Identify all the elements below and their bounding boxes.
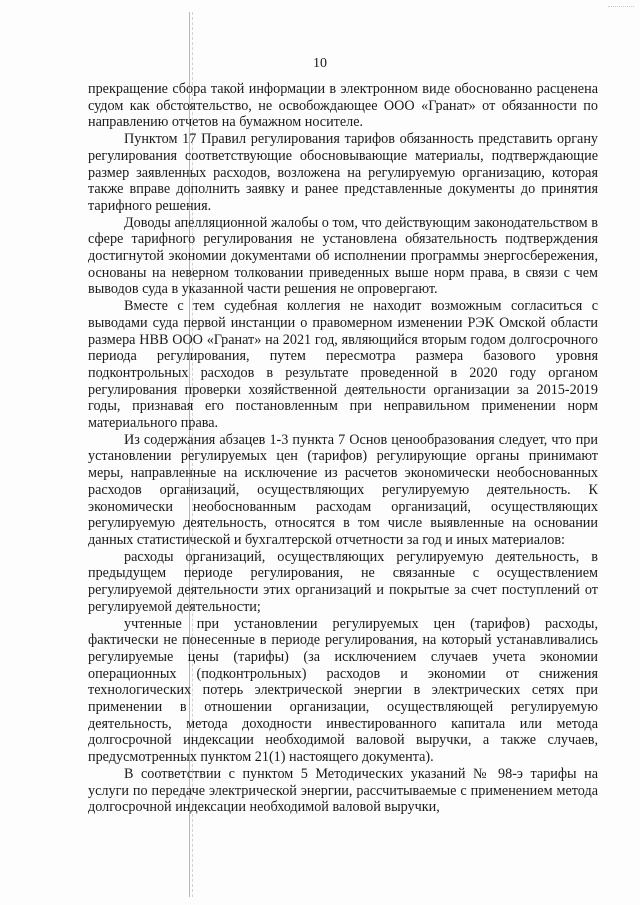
page-number: 10 xyxy=(313,56,327,71)
paragraph-2: Пунктом 17 Правил регулирования тарифов обязанность представить органу регулирования соответствующие обосновывающие материалы, подтверждающие размер заявленных расходов, возложена на регулируемую организацию, которая также вправе дополнить заявку и ранее представленные документы до принятия тарифного решения. xyxy=(88,131,598,214)
scan-corner-mark xyxy=(608,6,634,19)
paragraph-8: В соответствии с пунктом 5 Методических указаний № 98-э тарифы на услуги по передаче электрической энергии, рассчитываемые с применением метода долгосрочной индексации необходимой валовой выручки, xyxy=(88,765,598,816)
paragraph-3: Доводы апелляционной жалобы о том, что действующим законодательством в сфере тарифного регулирования не установлена обязательность подтверждения достигнутой экономии документами об исполнении программы энергосбережения, основаны на неверном толковании приведенных выше норм права, в связи с чем выводов суда в указанной части решения не опровергают. xyxy=(88,214,598,298)
document-body xyxy=(88,81,598,816)
paragraph-7: учтенные при установлении регулируемых цен (тарифов) расходы, фактически не понесенные в периоде регулирования, на который устанавливались регулируемые цены (тарифы) (за исключением случаев учета экономии операционных (подконтрольных) расходов и экономии от снижения технологических потерь электрической энергии в электрических сетях при применении в отношении организации, осуществляющей регулируемую деятельность, метода доходности инвестированного капитала или метода долгосрочной индексации необходимой валовой выручки, а также случаев, предусмотренных пунктом 21(1) настоящего документа). xyxy=(88,615,598,766)
paragraph-1: прекращение сбора такой информации в электронном виде обоснованно расценена судом как обстоятельство, не освобождающее ООО «Гранат» от обязанности по направлению отчетов на бумажном носителе. xyxy=(88,81,598,131)
paragraph-4: Вместе с тем судебная коллегия не находит возможным согласиться с выводами суда первой инстанции о правомерном изменении РЭК Омской области размера НВВ ООО «Гранат» на 2021 год, являющийся вторым годом долгосрочного периода регулирования, путем пересмотра размера базового уровня подконтрольных расходов в результате проведенной в 2020 году органом регулирования проверки хозяйственной деятельности организации за 2015-2019 годы, признавая его постановленным при неправильном применении норм материального права. xyxy=(88,298,598,432)
paragraph-6: расходы организаций, осуществляющих регулируемую деятельность, в предыдущем периоде регулирования, не связанные с осуществлением регулируемой деятельности этих организаций и покрытые за счет поступлений от регулируемой деятельности; xyxy=(88,548,598,615)
paragraph-5: Из содержания абзацев 1-3 пункта 7 Основ ценообразования следует, что при установлении регулируемых цен (тарифов) регулирующие органы принимают меры, направленные на исключение из расчетов экономически необоснованных расходов организаций, осуществляющих регулируемую деятельность. К экономически необоснованным расходам организаций, осуществляющих регулируемую деятельность, относятся в том числе выявленные на основании данных статистической и бухгалтерской отчетности за год и иных материалов: xyxy=(88,431,598,548)
